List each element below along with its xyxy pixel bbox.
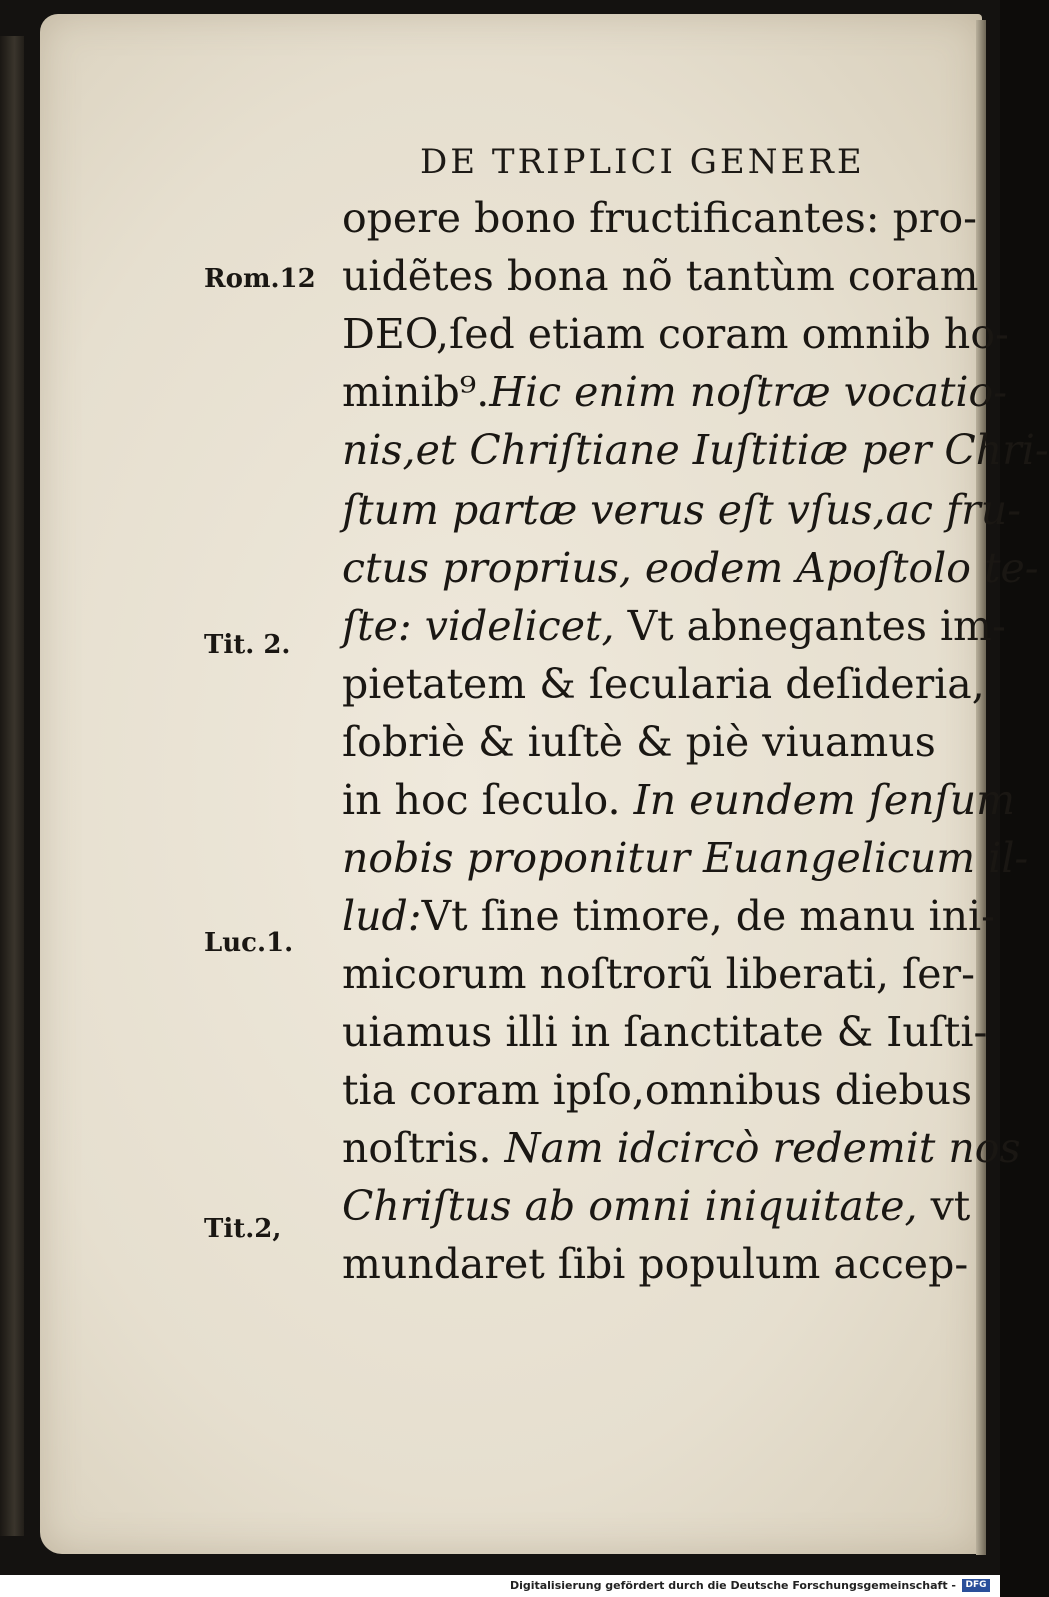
- text-line: ſobriè & iuſtè & piè viuamus: [342, 718, 936, 766]
- digitization-credit: Digitalisierung gefördert durch die Deutsche Forschungsgemeinschaft -: [509, 1579, 956, 1592]
- text-line: tia coram ipſo,omnibus diebus: [342, 1066, 973, 1114]
- running-head: DE TRIPLICI GENERE: [420, 142, 865, 182]
- text-line: ſte: videlicet, Vt abnegantes im-: [342, 602, 1006, 650]
- text-line: ſtum partæ verus eſt vſus,ac fru-: [342, 486, 1022, 534]
- text-line: noſtris. Nam idcircò redemit nos: [342, 1124, 1021, 1172]
- text-line: mundaret ſibi populum accep-: [342, 1240, 969, 1288]
- text-line: nobis proponitur Euangelicum il-: [342, 834, 1029, 882]
- margin-note: Luc.1.: [204, 928, 294, 958]
- text-line: uidẽtes bona nõ tantùm coram: [342, 252, 979, 300]
- text-line: DEO,ſed etiam coram omnib ho-: [342, 310, 1009, 358]
- dfg-logo: DFG: [962, 1579, 990, 1592]
- text-line: Chriſtus ab omni iniquitate, vt: [342, 1182, 971, 1230]
- text-line: nis,et Chriſtiane Iuſtitiæ per Chri-: [342, 426, 1049, 474]
- text-line: pietatem & ſecularia deſideria,: [342, 660, 985, 708]
- text-line: lud:Vt ſine timore, de manu ini-: [342, 892, 995, 940]
- text-line: uiamus illi in ſanctitate & Iuſti-: [342, 1008, 988, 1056]
- margin-note: Tit.2,: [204, 1214, 282, 1244]
- text-line: minib⁹.Hic enim noſtræ vocatio-: [342, 368, 1008, 416]
- text-line: micorum noſtrorũ liberati, ſer-: [342, 950, 975, 998]
- text-line: in hoc ſeculo. In eundem ſenſum: [342, 776, 1016, 824]
- margin-note: Tit. 2.: [204, 630, 291, 660]
- text-line: opere bono fructificantes: pro-: [342, 194, 978, 242]
- text-line: ctus proprius, eodem Apoſtolo te-: [342, 544, 1039, 592]
- book-spine: [0, 36, 24, 1536]
- margin-note: Rom.12: [204, 264, 316, 294]
